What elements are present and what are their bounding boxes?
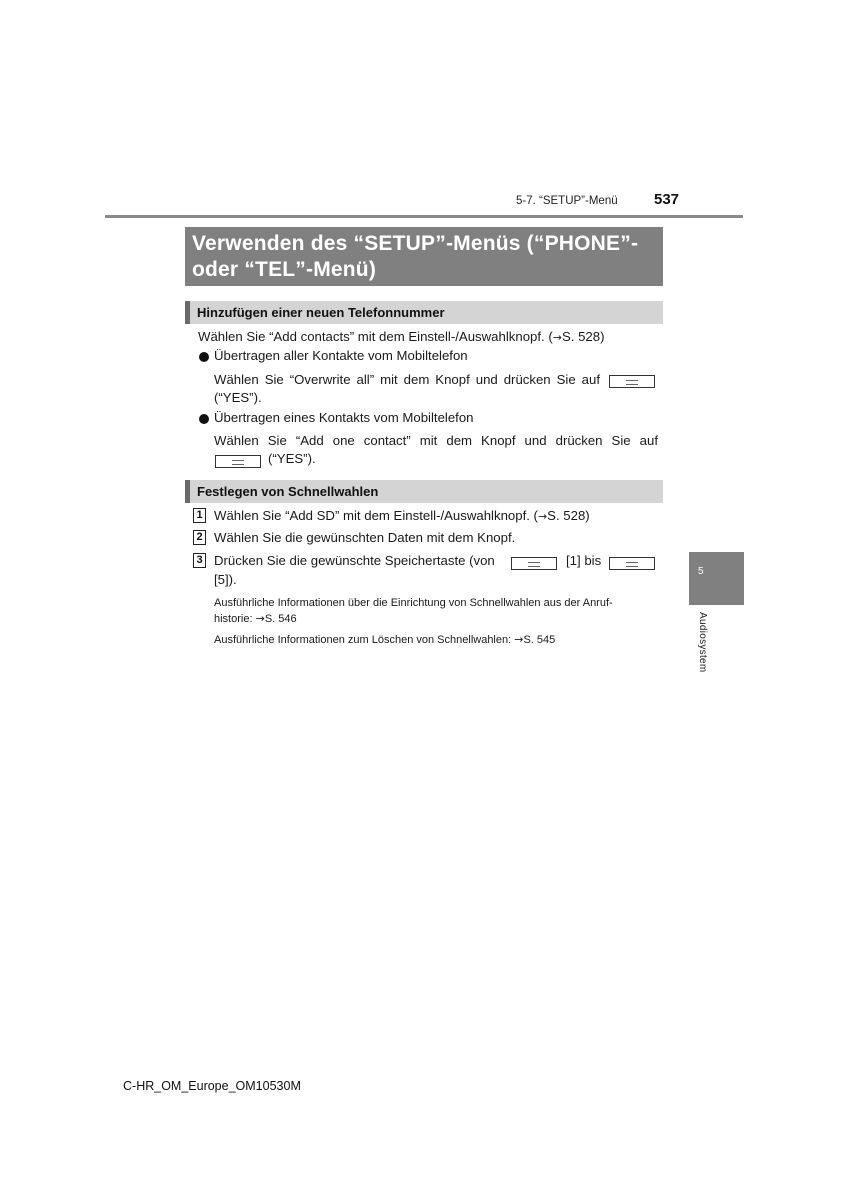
- note1-line2: [214, 611, 297, 627]
- bullet-icon: [199, 352, 209, 362]
- page-title-line2: oder “TEL”-Menü): [192, 258, 377, 281]
- arrow-icon: →: [255, 612, 265, 625]
- section1-intro: [198, 328, 605, 347]
- intro-ref: S. 528): [561, 329, 605, 344]
- bullet1-label: Übertragen aller Kontakte vom Mobiltelefon: [214, 348, 468, 363]
- step1-text: [214, 507, 590, 526]
- step-number: 1: [193, 508, 206, 523]
- memory-button-icon: [609, 555, 655, 573]
- note1-line1: Ausführliche Informationen über die Einrichtung von Schnellwahlen aus der Anruf-: [214, 597, 613, 609]
- note1-text: historie:: [214, 613, 253, 625]
- header-rule: [105, 215, 743, 218]
- note2-text: Ausführliche Informationen zum Löschen von Schnellwahlen:: [214, 634, 512, 646]
- arrow-icon: →: [537, 510, 548, 523]
- bullet2-text-line2: (“YES”).: [268, 451, 316, 466]
- arrow-icon: →: [514, 633, 524, 646]
- chapter-tab: [689, 552, 744, 605]
- bullet2-label: Übertragen eines Kontakts vom Mobiltelefon: [214, 410, 474, 425]
- note2: [214, 632, 555, 648]
- bullet2-text-line1: Wählen Sie “Add one contact” mit dem Knopf und drücken Sie auf: [214, 433, 658, 448]
- step1-main: Wählen Sie “Add SD” mit dem Einstell-/Auswahlknopf. (: [214, 508, 538, 523]
- page-title: [185, 227, 663, 286]
- note2-ref: S. 545: [523, 634, 556, 646]
- document-code: C-HR_OM_Europe_OM10530M: [123, 1079, 301, 1093]
- step3-text-a: Drücken Sie die gewünschte Speichertaste (von: [214, 553, 495, 568]
- page-number: 537: [654, 191, 680, 208]
- bullet-icon: [199, 414, 209, 424]
- running-header-section: 5-7. “SETUP”-Menü: [516, 195, 618, 207]
- step2-text: Wählen Sie die gewünschten Daten mit dem Knopf.: [214, 530, 516, 545]
- step3-text-b: [1] bis: [566, 553, 602, 568]
- section-heading-speed-dial: Festlegen von Schnellwahlen: [185, 480, 663, 503]
- step3-text-line2: [5]).: [214, 572, 237, 587]
- bullet1-text-line2: (“YES”).: [214, 390, 262, 405]
- chapter-label: Audiosystem: [697, 612, 708, 673]
- section-heading-add-number: Hinzufügen einer neuen Telefonnummer: [185, 301, 663, 324]
- step-number: 2: [193, 530, 206, 545]
- yes-button-icon: [215, 453, 261, 471]
- chapter-number: 5: [698, 566, 704, 577]
- yes-button-icon: [609, 373, 655, 391]
- page-title-line1: Verwenden des “SETUP”-Menüs (“PHONE”-: [192, 232, 639, 255]
- intro-text: Wählen Sie “Add contacts” mit dem Einstell-/Auswahlknopf. (: [198, 329, 553, 344]
- arrow-icon: →: [552, 331, 562, 344]
- step-number: 3: [193, 553, 206, 568]
- memory-button-icon: [511, 555, 557, 573]
- note1-ref: S. 546: [264, 613, 297, 625]
- step1-ref: S. 528): [547, 508, 590, 523]
- bullet1-text-line1: Wählen Sie “Overwrite all” mit dem Knopf und drücken Sie auf: [214, 372, 600, 387]
